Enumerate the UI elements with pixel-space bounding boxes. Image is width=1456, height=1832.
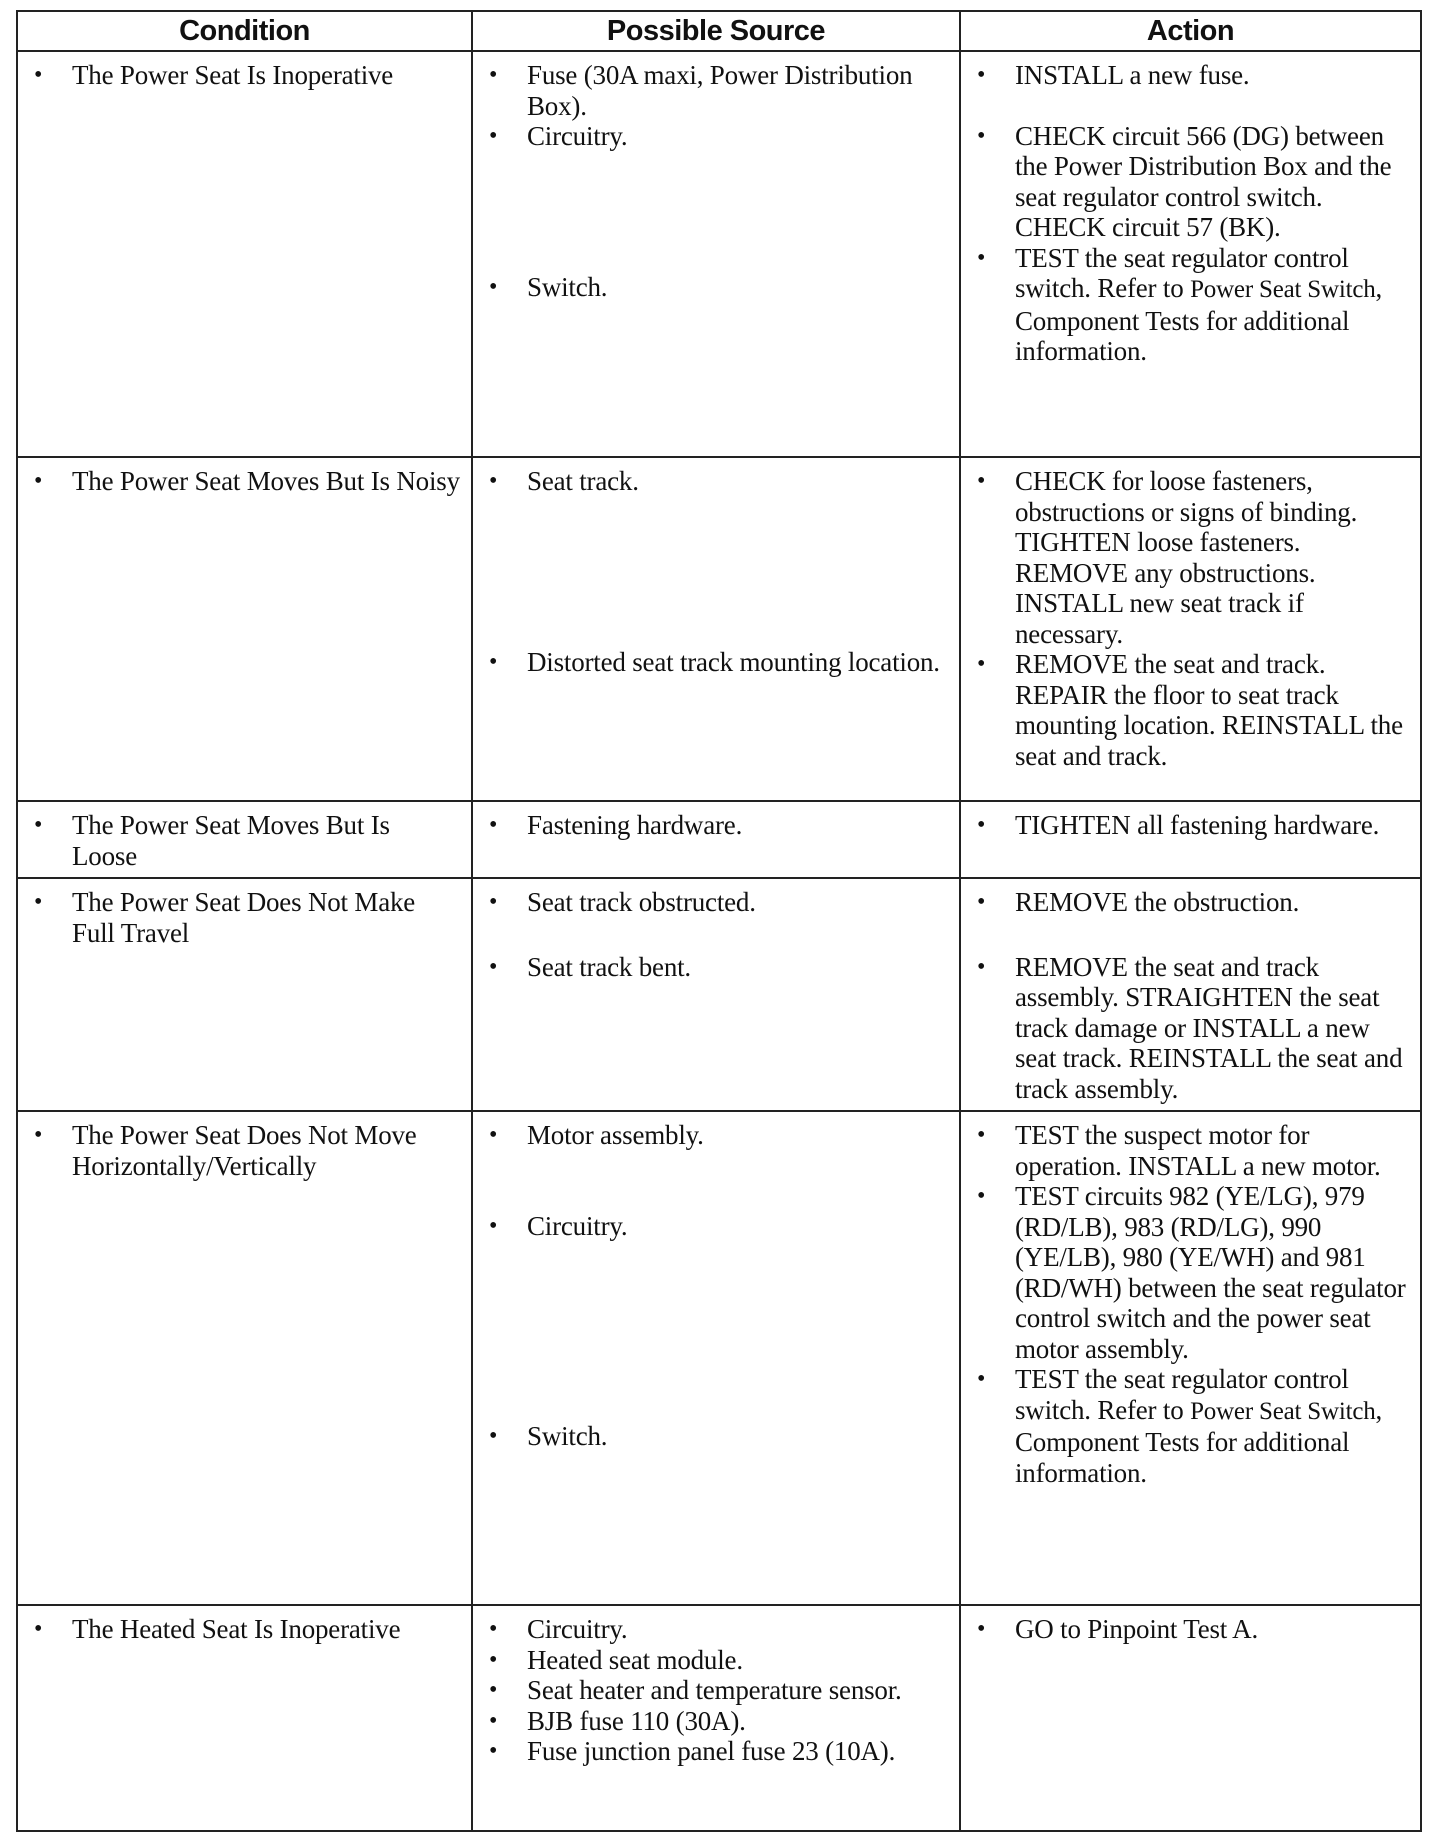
diagnosis-sheet xyxy=(16,10,1420,1832)
action-cell xyxy=(960,801,1421,878)
action-item: • REMOVE the obstruction. xyxy=(973,887,1410,918)
condition-cell xyxy=(17,878,472,1111)
source-cell xyxy=(472,1605,960,1831)
source-cell xyxy=(472,457,960,801)
condition-text: • The Power Seat Does Not Move Horizontally/Vertically xyxy=(30,1120,461,1181)
source-item: • Fuse (30A maxi, Power Distribution Box). xyxy=(485,60,949,121)
source-item: • Seat track bent. xyxy=(485,952,949,983)
condition-cell xyxy=(17,801,472,878)
header-possible-source: Possible Source xyxy=(472,11,960,51)
action-text: , Component Tests for additional information. xyxy=(1015,273,1383,366)
condition-text: • The Heated Seat Is Inoperative xyxy=(30,1614,461,1645)
action-cell xyxy=(960,51,1421,457)
source-item: • Fuse junction panel fuse 23 (10A). xyxy=(485,1736,949,1767)
condition-text: • The Power Seat Is Inoperative xyxy=(30,60,461,91)
condition-cell xyxy=(17,1111,472,1605)
condition-text: • The Power Seat Does Not Make Full Travel xyxy=(30,887,461,948)
source-cell xyxy=(472,801,960,878)
action-item: • TEST the suspect motor for operation. INSTALL a new motor. xyxy=(973,1120,1410,1181)
header-row xyxy=(17,11,1421,51)
source-item: • Switch. xyxy=(485,272,949,303)
action-item: • REMOVE the seat and track assembly. STRAIGHTEN the seat track damage or INSTALL a new seat track. REINSTALL the seat and track assembly. xyxy=(973,952,1410,1105)
action-item: • CHECK for loose fasteners, obstructions or signs of binding. TIGHTEN loose fasteners. REMOVE any obstructions. INSTALL new seat track if necessary. xyxy=(973,466,1410,649)
source-item: • Seat heater and temperature sensor. xyxy=(485,1675,949,1706)
source-cell xyxy=(472,1111,960,1605)
source-item: • Heated seat module. xyxy=(485,1645,949,1676)
condition-cell xyxy=(17,51,472,457)
source-item: • Distorted seat track mounting location. xyxy=(485,647,949,678)
source-item: • Circuitry. xyxy=(485,1614,949,1645)
condition-text: • The Power Seat Moves But Is Noisy xyxy=(30,466,461,497)
action-text: TEST the seat regulator control switch. Refer to xyxy=(1015,242,1349,303)
action-item: • GO to Pinpoint Test A. xyxy=(973,1614,1410,1645)
action-item xyxy=(973,1364,1410,1488)
action-cell xyxy=(960,1605,1421,1831)
action-text: , Component Tests for additional information. xyxy=(1015,1394,1383,1488)
table-row xyxy=(17,801,1421,878)
header-action: Action xyxy=(960,11,1421,51)
header-condition: Condition xyxy=(17,11,472,51)
condition-cell xyxy=(17,457,472,801)
source-item: • Circuitry. xyxy=(485,121,949,152)
source-cell xyxy=(472,51,960,457)
table-row xyxy=(17,457,1421,801)
source-item: • Circuitry. xyxy=(485,1211,949,1242)
action-item: • TIGHTEN all fastening hardware. xyxy=(973,810,1410,841)
condition-cell xyxy=(17,1605,472,1831)
action-item xyxy=(973,243,1410,367)
action-text: TEST the seat regulator control switch. Refer to xyxy=(1015,1364,1349,1425)
action-cell xyxy=(960,878,1421,1111)
table-row xyxy=(17,878,1421,1111)
source-item: • Seat track obstructed. xyxy=(485,887,949,918)
source-cell xyxy=(472,878,960,1111)
table-row xyxy=(17,1111,1421,1605)
symptom-chart-table xyxy=(16,10,1422,1832)
action-item: • INSTALL a new fuse. xyxy=(973,60,1410,91)
source-item: • BJB fuse 110 (30A). xyxy=(485,1706,949,1737)
table-row xyxy=(17,1605,1421,1831)
action-cell xyxy=(960,1111,1421,1605)
source-item: • Fastening hardware. xyxy=(485,810,949,841)
source-item: • Seat track. xyxy=(485,466,949,497)
action-item: • TEST circuits 982 (YE/LG), 979 (RD/LB), 983 (RD/LG), 990 (YE/LB), 980 (YE/WH) and 981 (RD/WH) between the seat regulator control switch and the power seat motor assembly. xyxy=(973,1181,1410,1364)
reference-link: Power Seat Switch xyxy=(1190,276,1376,303)
source-item: • Switch. xyxy=(485,1421,949,1452)
action-cell xyxy=(960,457,1421,801)
source-item: • Motor assembly. xyxy=(485,1120,949,1151)
action-item: • REMOVE the seat and track. REPAIR the floor to seat track mounting location. REINSTALL the seat and track. xyxy=(973,649,1410,771)
table-row xyxy=(17,51,1421,457)
condition-text: • The Power Seat Moves But Is Loose xyxy=(30,810,461,871)
action-item: • CHECK circuit 566 (DG) between the Power Distribution Box and the seat regulator control switch. CHECK circuit 57 (BK). xyxy=(973,121,1410,243)
reference-link: Power Seat Switch xyxy=(1190,1397,1376,1425)
